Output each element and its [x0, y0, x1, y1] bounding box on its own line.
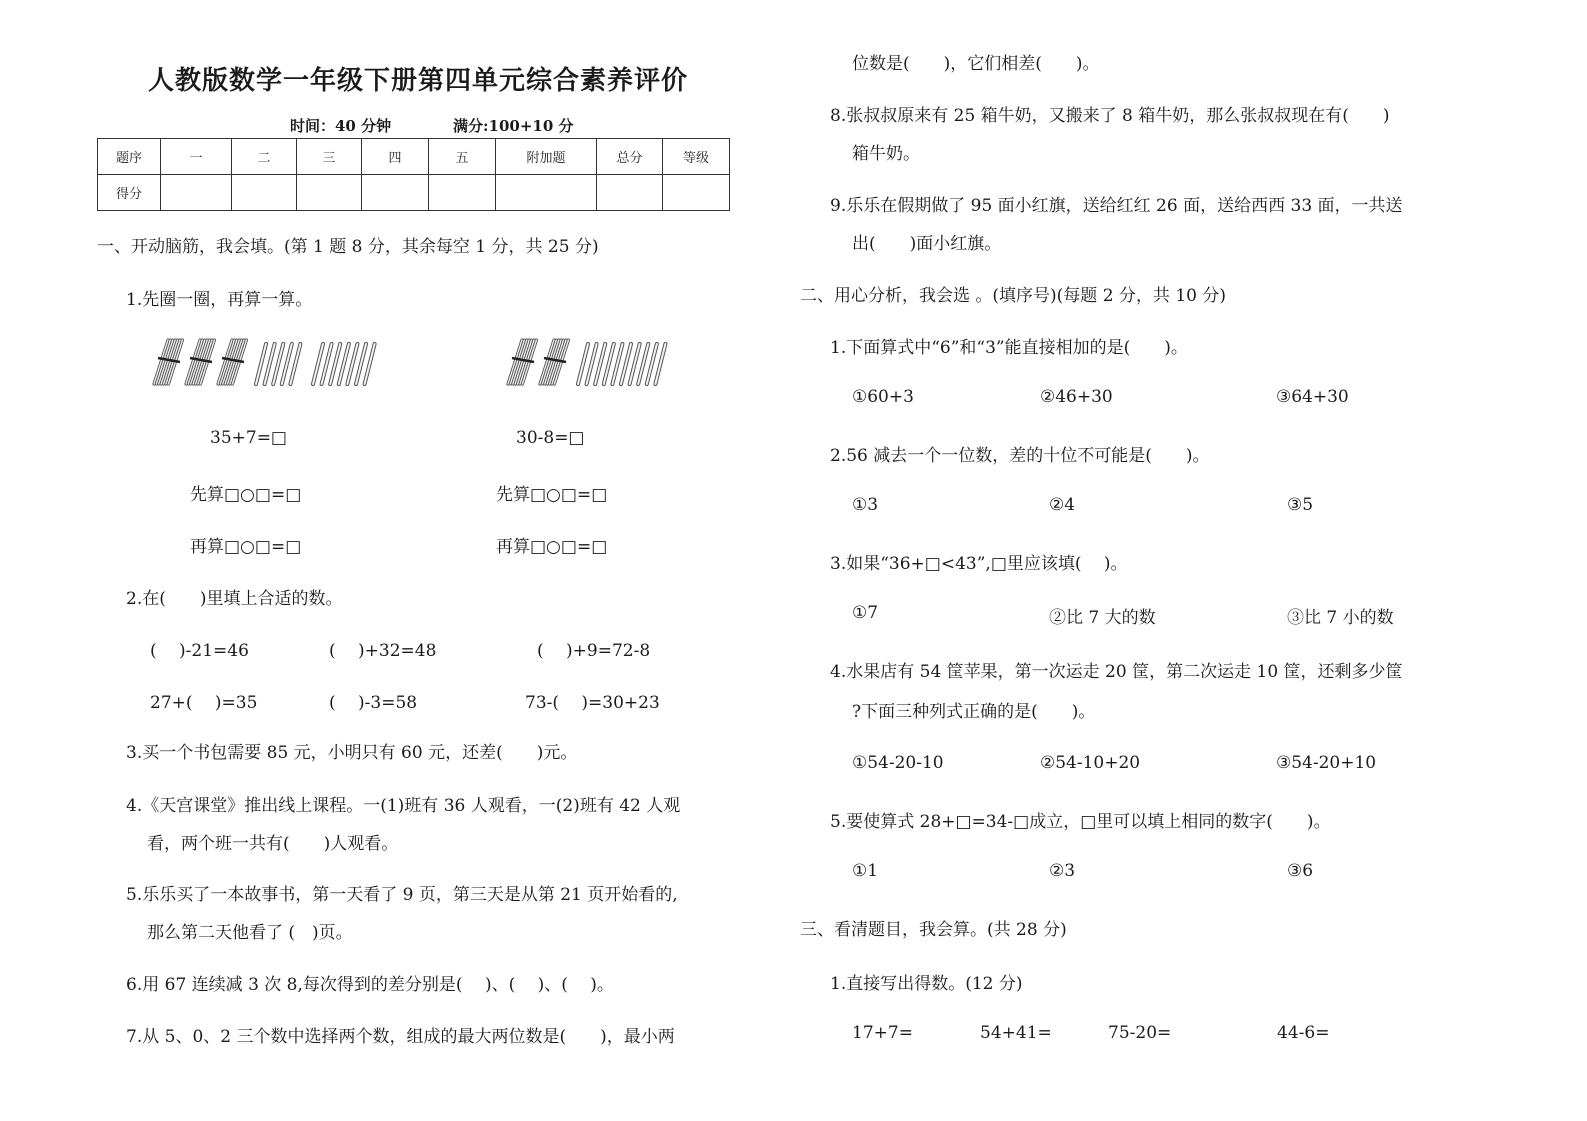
page-title: 人教版数学一年级下册第四单元综合素养评价 — [148, 66, 689, 96]
question-2-3[interactable]: 3.如果“36+□<43”,□里应该填( )。 — [830, 554, 1128, 574]
step1-left[interactable]: 先算□○□=□ — [190, 485, 302, 505]
question-1-7-cont[interactable]: 位数是( )，它们相差( )。 — [852, 54, 1100, 74]
question-1-2: 2.在( )里填上合适的数。 — [126, 589, 343, 609]
question-2-2[interactable]: 2.56 减去一个一位数，差的十位不可能是( )。 — [830, 446, 1210, 466]
score-input-cell[interactable] — [597, 175, 663, 211]
step1-right[interactable]: 先算□○□=□ — [496, 485, 608, 505]
score-input-cell[interactable] — [362, 175, 429, 211]
option-2-3-c[interactable]: ③比 7 小的数 — [1287, 608, 1394, 628]
table-cell: 四 — [362, 139, 429, 175]
counting-sticks-left-image — [150, 332, 400, 390]
calc-item[interactable]: 17+7= — [852, 1023, 913, 1043]
fill-blank-equation[interactable]: 27+( )=35 — [150, 693, 258, 713]
question-2-4: 4.水果店有 54 筐苹果，第一次运走 20 筐，第二次运走 10 筐，还剩多少筐 — [830, 662, 1403, 682]
fill-blank-equation[interactable]: 73-( )=30+23 — [525, 693, 660, 713]
question-1-4: 4.《天宫课堂》推出线上课程。一(1)班有 36 人观看，一(2)班有 42 人观 — [126, 796, 681, 816]
question-1-1: 1.先圈一圈，再算一算。 — [126, 290, 313, 310]
question-1-6[interactable]: 6.用 67 连续减 3 次 8,每次得到的差分别是( )、( )、( )。 — [126, 975, 614, 995]
question-1-9-cont[interactable]: 出( )面小红旗。 — [852, 234, 1002, 254]
table-cell: 一 — [161, 139, 232, 175]
question-1-3[interactable]: 3.买一个书包需要 85 元，小明只有 60 元，还差( )元。 — [126, 743, 578, 763]
score-input-cell[interactable] — [297, 175, 362, 211]
option-2-3-b[interactable]: ②比 7 大的数 — [1049, 608, 1156, 628]
table-cell: 题序 — [98, 139, 161, 175]
score-input-cell[interactable] — [161, 175, 232, 211]
counting-sticks-right-image — [504, 332, 684, 390]
option-2-1-a[interactable]: ①60+3 — [852, 387, 914, 407]
section3-title: 三、看清题目，我会算。(共 28 分) — [800, 920, 1067, 940]
score-input-cell[interactable] — [496, 175, 597, 211]
option-2-5-b[interactable]: ②3 — [1049, 861, 1076, 881]
option-2-2-b[interactable]: ②4 — [1049, 495, 1076, 515]
question-1-8-cont: 箱牛奶。 — [852, 144, 920, 164]
score-table-header-row — [98, 139, 730, 175]
section2-title: 二、用心分析，我会选 。(填序号)(每题 2 分，共 10 分) — [800, 286, 1226, 306]
question-1-5: 5.乐乐买了一本故事书，第一天看了 9 页，第三天是从第 21 页开始看的, — [126, 885, 678, 905]
question-1-9: 9.乐乐在假期做了 95 面小红旗，送给红红 26 面，送给西西 33 面，一共送 — [830, 196, 1403, 216]
option-2-2-c[interactable]: ③5 — [1287, 495, 1314, 515]
stick-bundle — [540, 340, 568, 384]
question-1-8[interactable]: 8.张叔叔原来有 25 箱牛奶，又搬来了 8 箱牛奶，那么张叔叔现在有( ) — [830, 106, 1390, 126]
stick-bundle — [508, 340, 536, 384]
fill-blank-equation[interactable]: ( )-21=46 — [150, 641, 249, 661]
table-cell: 等级 — [663, 139, 730, 175]
calc-item[interactable]: 44-6= — [1277, 1023, 1330, 1043]
option-2-1-c[interactable]: ③64+30 — [1276, 387, 1349, 407]
option-2-3-a[interactable]: ①7 — [852, 603, 879, 623]
score-table-score-row — [98, 175, 730, 211]
fill-blank-equation[interactable]: ( )-3=58 — [329, 693, 418, 713]
table-cell: 五 — [429, 139, 496, 175]
option-2-1-b[interactable]: ②46+30 — [1040, 387, 1113, 407]
section1-title: 一、开动脑筋，我会填。(第 1 题 8 分，其余每空 1 分，共 25 分) — [97, 237, 599, 257]
question-1-5-cont[interactable]: 那么第二天他看了 ( )页。 — [147, 923, 353, 943]
option-2-5-c[interactable]: ③6 — [1287, 861, 1314, 881]
table-cell: 总分 — [597, 139, 663, 175]
question-1-4-cont[interactable]: 看，两个班一共有( )人观看。 — [147, 834, 399, 854]
score-input-cell[interactable] — [663, 175, 730, 211]
question-1-7[interactable]: 7.从 5、0、2 三个数中选择两个数，组成的最大两位数是( )，最小两 — [126, 1027, 675, 1047]
fill-blank-equation[interactable]: ( )+9=72-8 — [537, 641, 651, 661]
option-2-4-b[interactable]: ②54-10+20 — [1040, 753, 1141, 773]
table-cell: 附加题 — [496, 139, 597, 175]
question-3-1: 1.直接写出得数。(12 分) — [830, 974, 1023, 994]
fill-blank-equation[interactable]: ( )+32=48 — [329, 641, 437, 661]
calc-item[interactable]: 75-20= — [1108, 1023, 1172, 1043]
full-score: 满分:100+10 分 — [453, 117, 574, 135]
stick-bundle — [186, 340, 214, 384]
option-2-4-a[interactable]: ①54-20-10 — [852, 753, 944, 773]
calc-item[interactable]: 54+41= — [980, 1023, 1052, 1043]
score-input-cell[interactable] — [429, 175, 496, 211]
stick-bundle — [154, 340, 182, 384]
question-2-4-cont[interactable]: ?下面三种列式正确的是( )。 — [852, 702, 1096, 722]
score-input-cell[interactable] — [232, 175, 297, 211]
question-2-5[interactable]: 5.要使算式 28+□=34-□成立，□里可以填上相同的数字( )。 — [830, 812, 1331, 832]
exam-time: 时间：40 分钟 — [290, 117, 392, 135]
option-2-2-a[interactable]: ①3 — [852, 495, 879, 515]
question-2-1[interactable]: 1.下面算式中“6”和“3”能直接相加的是( )。 — [830, 338, 1188, 358]
table-cell: 二 — [232, 139, 297, 175]
step2-left[interactable]: 再算□○□=□ — [190, 537, 302, 557]
equation-left: 35+7=□ — [210, 428, 287, 448]
table-cell: 得分 — [98, 175, 161, 211]
option-2-5-a[interactable]: ①1 — [852, 861, 879, 881]
table-cell: 三 — [297, 139, 362, 175]
step2-right[interactable]: 再算□○□=□ — [496, 537, 608, 557]
equation-right: 30-8=□ — [516, 428, 585, 448]
option-2-4-c[interactable]: ③54-20+10 — [1276, 753, 1377, 773]
stick-bundle — [218, 340, 246, 384]
score-table — [97, 138, 730, 211]
